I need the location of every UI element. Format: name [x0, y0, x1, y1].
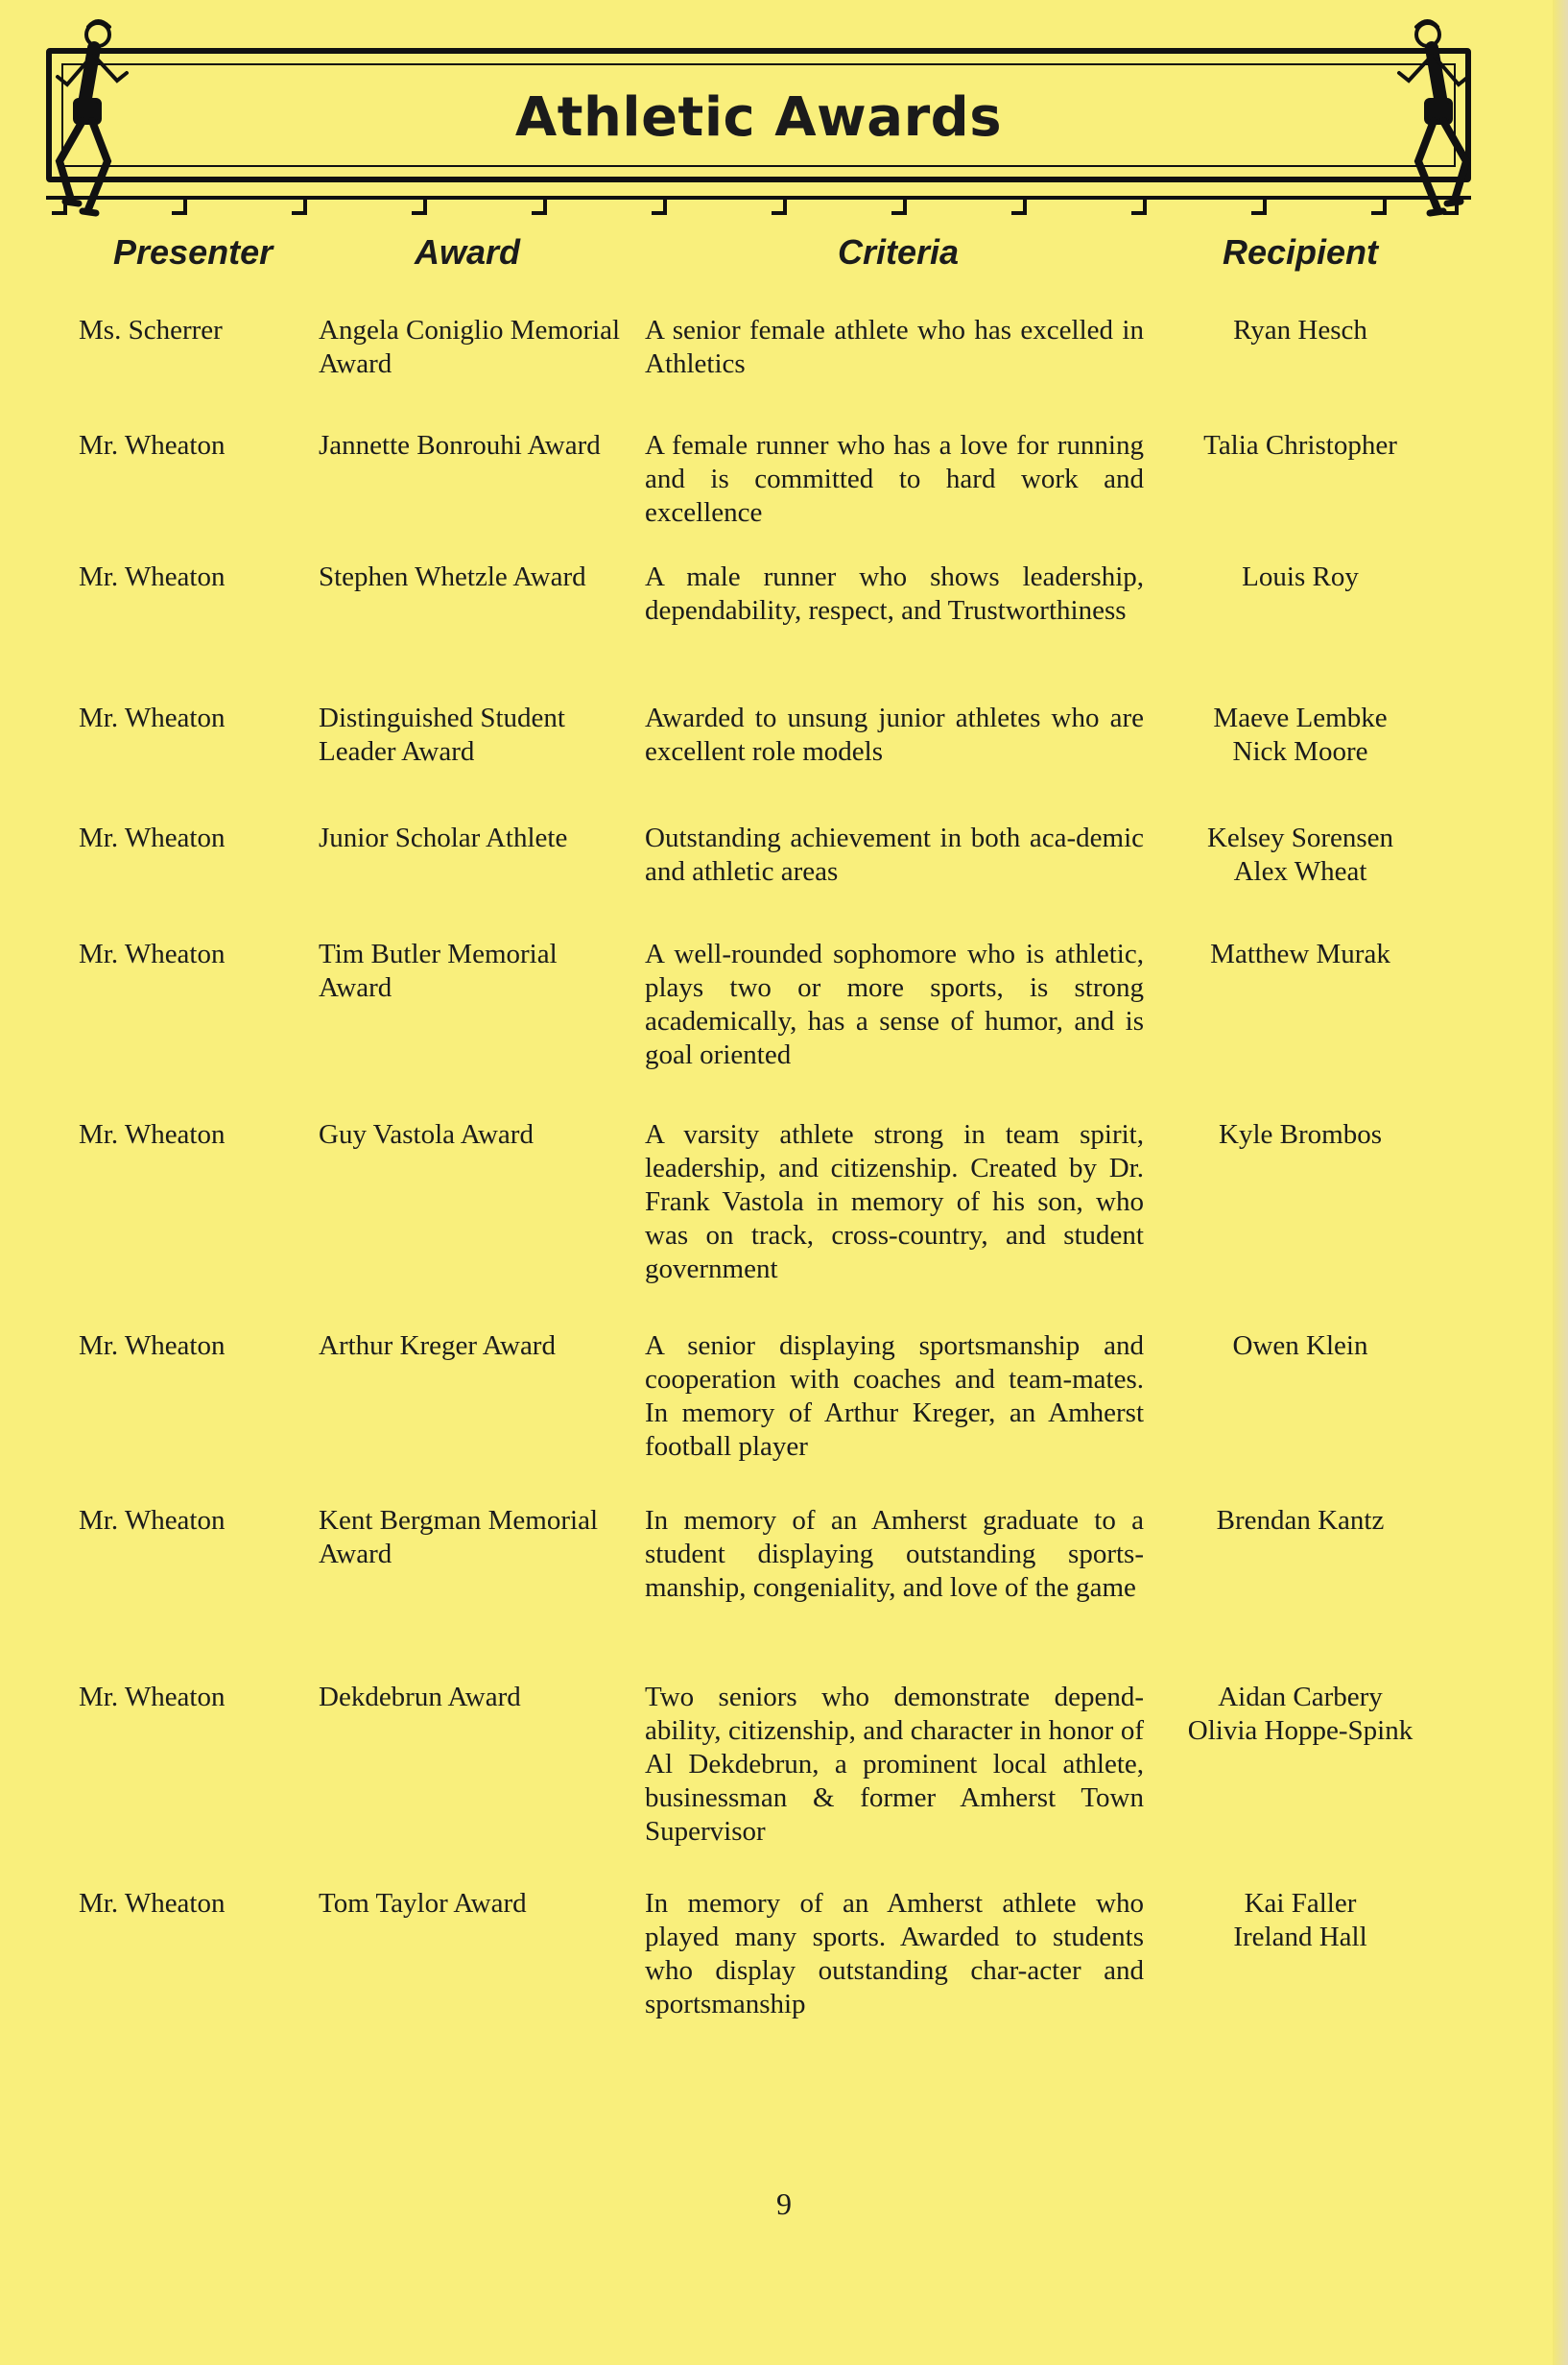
column-header-criteria: Criteria	[838, 232, 960, 272]
recipient-name: Maeve Lembke	[1213, 703, 1388, 733]
runner-icon	[1382, 17, 1487, 224]
presenter-cell: Mr. Wheaton	[79, 939, 226, 969]
recipient-name: Louis Roy	[1242, 561, 1359, 592]
presenter-cell: Mr. Wheaton	[79, 1682, 226, 1712]
column-header-presenter: Presenter	[113, 232, 273, 272]
criteria-cell: A well-rounded sophomore who is athletic, plays two or more sports, is strong academically, has a sense of humor, and is goal oriented	[645, 939, 1144, 1070]
column-header-recipient: Recipient	[1223, 232, 1379, 272]
recipient-name: Alex Wheat	[1233, 856, 1367, 887]
recipient-cell	[1152, 1118, 1449, 1152]
award-cell: Kent Bergman Memorial Award	[319, 1505, 599, 1569]
recipient-cell	[1152, 561, 1449, 594]
column-header-award: Award	[415, 232, 521, 272]
presenter-cell: Mr. Wheaton	[79, 1505, 226, 1536]
recipient-name: Ryan Hesch	[1233, 315, 1367, 346]
page-title: Athletic Awards	[514, 86, 1003, 149]
presenter-cell: Mr. Wheaton	[79, 561, 226, 592]
recipient-name: Kelsey Sorensen	[1206, 823, 1394, 853]
recipient-name: Brendan Kantz	[1216, 1505, 1385, 1536]
recipient-name: Owen Klein	[1232, 1330, 1368, 1361]
recipient-name: Nick Moore	[1232, 736, 1368, 767]
title-banner	[46, 48, 1471, 182]
criteria-cell: A varsity athlete strong in team spirit, leadership, and citizenship. Created by Dr. Frank Vastola in memory of his son, who was on track, cross-country, and student government	[645, 1119, 1144, 1284]
recipient-name: Ireland Hall	[1233, 1922, 1367, 1952]
presenter-cell: Mr. Wheaton	[79, 823, 226, 853]
recipient-cell	[1152, 1329, 1449, 1363]
recipient-cell	[1152, 938, 1449, 971]
criteria-cell: Two seniors who demonstrate depend-ability, citizenship, and character in honor of Al Dekdebrun, a prominent local athlete, businessman & former Amherst Town Supervisor	[645, 1682, 1144, 1847]
recipient-name: Aidan Carbery	[1218, 1682, 1383, 1712]
recipient-name: Kyle Brombos	[1219, 1119, 1382, 1150]
criteria-cell: A female runner who has a love for running and is committed to hard work and excellence	[645, 430, 1144, 528]
award-cell: Distinguished Student Leader Award	[319, 703, 565, 767]
recipient-cell	[1152, 822, 1449, 889]
award-cell: Angela Coniglio Memorial Award	[319, 315, 621, 379]
recipient-cell	[1152, 1681, 1449, 1748]
runner-icon	[38, 17, 144, 224]
criteria-cell: Outstanding achievement in both aca-demic and athletic areas	[645, 823, 1144, 887]
recipient-name: Kai Faller	[1244, 1888, 1357, 1919]
award-cell: Junior Scholar Athlete	[319, 823, 568, 853]
recipient-name: Talia Christopher	[1203, 430, 1397, 461]
award-cell: Tim Butler Memorial Award	[319, 939, 558, 1003]
recipient-name: Olivia Hoppe-Spink	[1187, 1715, 1414, 1746]
presenter-cell: Mr. Wheaton	[79, 703, 226, 733]
recipient-cell	[1152, 702, 1449, 769]
award-cell: Tom Taylor Award	[319, 1888, 527, 1919]
award-cell: Arthur Kreger Award	[319, 1330, 556, 1361]
recipient-cell	[1152, 429, 1449, 463]
award-cell: Guy Vastola Award	[319, 1119, 534, 1150]
recipient-name: Matthew Murak	[1210, 939, 1390, 969]
page-edge	[1553, 0, 1568, 2365]
criteria-cell: In memory of an Amherst graduate to a student displaying outstanding sports-manship, congeniality, and love of the game	[645, 1505, 1144, 1603]
award-cell: Stephen Whetzle Award	[319, 561, 586, 592]
criteria-cell: In memory of an Amherst athlete who played many sports. Awarded to students who display outstanding char-acter and sportsmanship	[645, 1888, 1144, 2019]
track-hurdles-decoration	[46, 188, 1471, 217]
recipient-cell	[1152, 314, 1449, 347]
award-cell: Dekdebrun Award	[319, 1682, 521, 1712]
recipient-cell	[1152, 1887, 1449, 1954]
recipient-cell	[1152, 1504, 1449, 1538]
criteria-cell: A male runner who shows leadership, dependability, respect, and Trustworthiness	[645, 561, 1144, 626]
presenter-cell: Mr. Wheaton	[79, 1330, 226, 1361]
award-cell: Jannette Bonrouhi Award	[319, 430, 601, 461]
criteria-cell: Awarded to unsung junior athletes who are excellent role models	[645, 703, 1144, 767]
criteria-cell: A senior female athlete who has excelled in Athletics	[645, 315, 1144, 379]
presenter-cell: Mr. Wheaton	[79, 430, 226, 461]
presenter-cell: Mr. Wheaton	[79, 1119, 226, 1150]
presenter-cell: Mr. Wheaton	[79, 1888, 226, 1919]
page-number: 9	[776, 2186, 792, 2221]
criteria-cell: A senior displaying sportsmanship and cooperation with coaches and team-mates. In memory of Arthur Kreger, an Amherst football player	[645, 1330, 1144, 1462]
presenter-cell: Ms. Scherrer	[79, 315, 223, 346]
